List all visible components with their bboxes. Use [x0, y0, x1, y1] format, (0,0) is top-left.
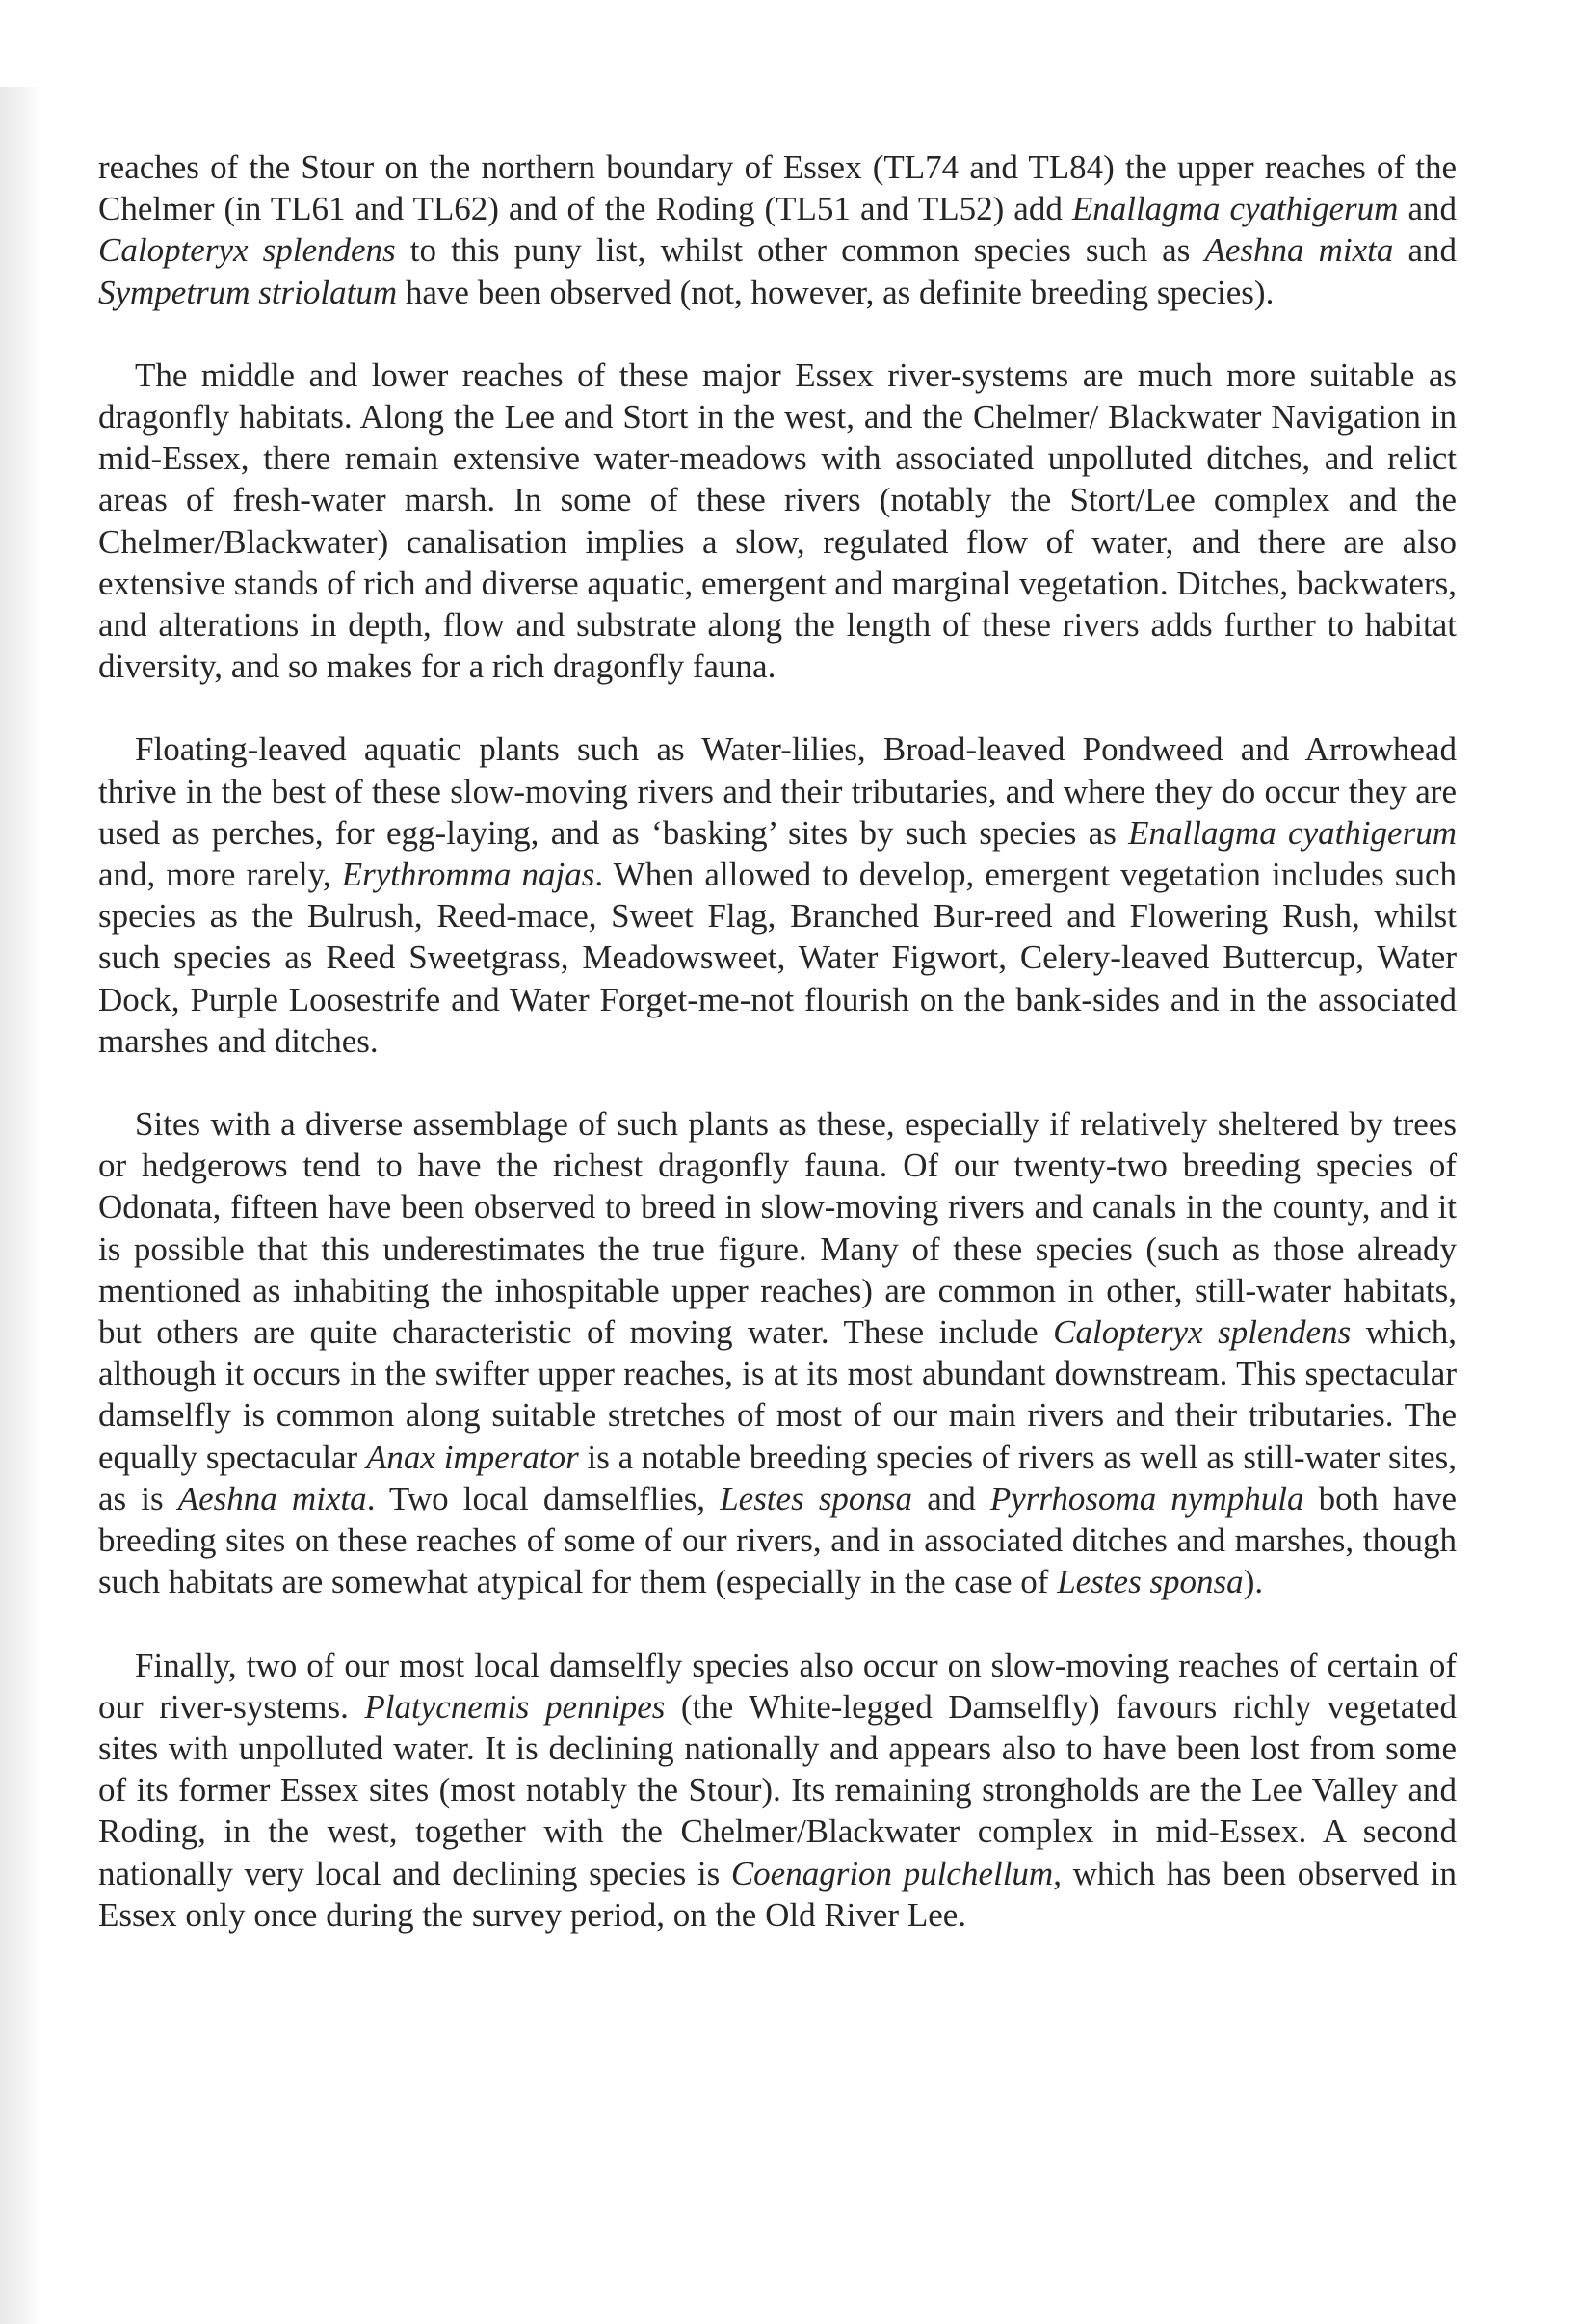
species-name: Pyrrhosoma nymphula [989, 1479, 1304, 1518]
species-name: Enallagma cyathigerum [1071, 190, 1399, 228]
paragraph [98, 1645, 1457, 1936]
text-segment: reaches of the Stour on the northern boundary of Essex (TL74 and TL84) the upper reaches of the Chelmer (in TL61 and TL62) and of the Roding (TL51 and TL52) add [98, 148, 1457, 228]
species-name: Aeshna mixta [177, 1479, 367, 1518]
text-segment: to this puny list, whilst other common species such as [395, 231, 1205, 270]
text-segment: is a notable breeding species of rivers as well as still-water sites, as is [98, 1438, 1457, 1518]
text-segment: both have breeding sites on these reaches of some of our rivers, and in associated ditches and marshes, though such habitats are somewhat atypical for them (especially in the case of [98, 1479, 1457, 1601]
paragraph [98, 146, 1457, 313]
species-name: Lestes sponsa [1057, 1563, 1244, 1601]
species-name: Aeshna mixta [1204, 231, 1394, 270]
species-name: Calopteryx splendens [98, 231, 396, 270]
text-segment: ). [1243, 1563, 1264, 1601]
paragraph [98, 1103, 1457, 1602]
text-segment: Sites with a diverse assemblage of such plants as these, especially if relatively sheltered by trees or hedgerows tend to have the richest dragonfly fauna. Of our twenty-two breeding species of Odonata, fifteen have been observed to breed in slow-moving rivers and canals in the county, and it is possible that this underestimates the true figure. Many of these species (such as those already mentioned as inhabiting the inhospitable upper reaches) are common in other, still-water habitats, but others are quite characteristic of moving water. These include [98, 1105, 1457, 1352]
text-segment: and, more rarely, [98, 856, 342, 894]
paragraph [98, 728, 1457, 1062]
species-name: Lestes sponsa [720, 1479, 913, 1518]
text-segment: The middle and lower reaches of these major Essex river-systems are much more suitable as dragonfly habitats. Along the Lee and Stort in the west, and the Chelmer/ Blackwater Navigation in mid-Essex, there remain extensive water-meadows with associated unpolluted ditches, and relict areas of fresh-water marsh. In some of these rivers (notably the Stort/Lee complex and the Chelmer/Blackwater) canalisation implies a slow, regulated flow of water, and there are also extensive stands of rich and diverse aquatic, emergent and marginal vegetation. Ditches, backwaters, and alterations in depth, flow and substrate along the length of these rivers adds further to habitat diversity, and so makes for a rich dragonfly fauna. [98, 356, 1457, 686]
text-segment: and [1393, 231, 1457, 270]
text-segment: Floating-leaved aquatic plants such as Water-lilies, Broad-leaved Pondweed and Arrowhead thrive in the best of these slow-moving rivers and their tributaries, and where they do occur they are used as perches, for egg-laying, and as ‘basking’ sites by such species as [98, 730, 1457, 852]
species-name: Platycnemis pennipes [364, 1687, 666, 1726]
body-text [98, 146, 1457, 1936]
species-name: Sympetrum striolatum [98, 273, 398, 311]
species-name: Enallagma cyathigerum [1128, 813, 1457, 852]
text-segment: have been observed (not, however, as definite breeding species). [397, 273, 1275, 311]
species-name: Anax imperator [366, 1438, 579, 1476]
text-segment: . When allowed to develop, emergent vegetation includes such species as the Bulrush, Reed-mace, Sweet Flag, Branched Bur-reed and Flowering Rush, whilst such species as Reed Sweetgrass, Meadowsweet, Water Figwort, Celery-leaved Buttercup, Water Dock, Purple Loosestrife and Water Forget-me-not flourish on the bank-sides and in the associated marshes and ditches. [98, 856, 1458, 1060]
species-name: Erythromma najas [341, 856, 595, 894]
text-segment: . Two local damselflies, [366, 1479, 721, 1518]
page-edge-shadow [0, 87, 40, 2324]
species-name: Calopteryx splendens [1053, 1313, 1352, 1352]
text-segment: which, although it occurs in the swifter upper reaches, is at its most abundant downstream. This spectacular damselfly is common along suitable stretches of most of our main rivers and their tributaries. The equally spectacular [98, 1313, 1457, 1476]
text-segment: and [1398, 190, 1457, 228]
text-segment: , which has been observed in Essex only once during the survey period, on the Old River Lee. [98, 1854, 1457, 1934]
text-segment: (the White-legged Damselfly) favours richly vegetated sites with unpolluted water. It is declining nationally and appears also to have been lost from some of its former Essex sites (most notably the Stour). Its remaining strongholds are the Lee Valley and Roding, in the west, together with the Chelmer/Blackwater complex in mid-Essex. A second nationally very local and declining species is [98, 1687, 1458, 1892]
text-segment: and [912, 1479, 990, 1518]
text-segment: Finally, two of our most local damselfly species also occur on slow-moving reaches of certain of our river-systems. [98, 1646, 1457, 1726]
species-name: Coenagrion pulchellum [730, 1854, 1054, 1892]
paragraph [98, 355, 1457, 688]
